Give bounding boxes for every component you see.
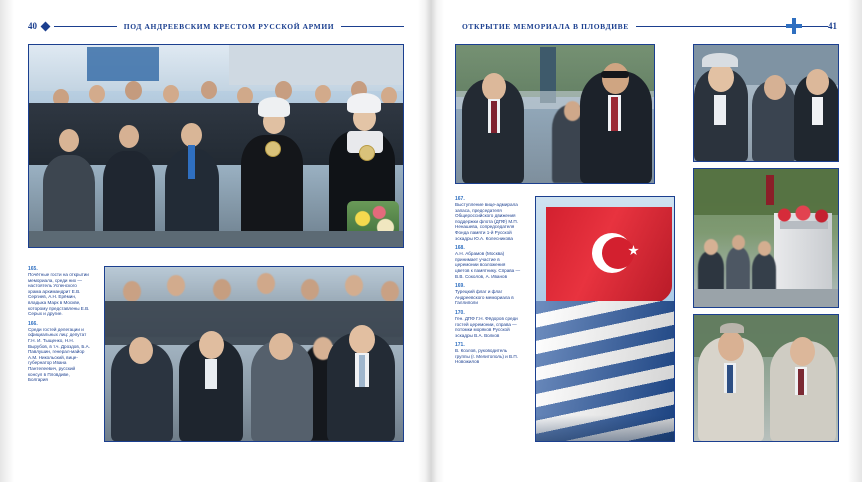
caption-text: В. Козлов, руководитель группы (г. Мелитополь) и В.П. Новожилов: [455, 348, 518, 365]
caption-number: 165.: [28, 266, 38, 272]
caption-number: 168.: [455, 245, 465, 252]
caption-number: 167.: [455, 196, 465, 202]
caption-number: 171.: [455, 342, 465, 349]
caption-text: А.Н. Абрамов (Москва) принимает участие в церемонии возложения цветов к памятнику. Справа — В.В. Соколов, А. Иванов: [455, 251, 521, 279]
left-caption-block: [28, 266, 90, 387]
caption-text: Среди гостей делегации и официальных лиц: депутат Г.Н. И. Тыщенко, Н.Н. Вырубов, в т.ч. Дроздов, Б.А. Павлушин, генерал-майор А.М. Никольский, вице-губернатор Ивана Пантелеевич, русский консул в Пловдиве, Болгария: [28, 326, 90, 383]
right-caption-block: [455, 196, 521, 369]
photo-group-portrait-three-men: [693, 44, 839, 162]
rule-right-b: [802, 26, 828, 27]
caption-item: [455, 196, 521, 241]
caption-item: [28, 266, 90, 317]
caption-number: 166.: [28, 320, 38, 327]
photo-clergy-and-officials-seated: [28, 44, 404, 248]
right-head-title: ОТКРЫТИЕ МЕМОРИАЛА В ПЛОВДИВЕ: [462, 21, 629, 31]
photo-audience-delegation: [104, 266, 404, 442]
andrew-cross-icon: [786, 18, 802, 34]
left-folio: 40: [28, 21, 37, 31]
rule-left-a: [54, 26, 117, 27]
caption-number: 170.: [455, 309, 465, 316]
right-folio: 41: [828, 21, 837, 31]
rule-right-a: [636, 26, 786, 27]
caption-item: [455, 310, 521, 338]
rule-left-b: [341, 26, 404, 27]
left-head-title: ПОД АНДРЕЕВСКИМ КРЕСТОМ РУССКОЙ АРМИИ: [123, 21, 335, 31]
caption-text: Турецкий флаг и флаг Андреевского мемориала в Галлиполи: [455, 289, 514, 306]
caption-text: Ген. ДПФ Г.Н. Фёдоров среди гостей церемонии, справа — потомки моряков Русской эскадры В.А. Волков: [455, 315, 518, 338]
photo-wreath-laying-at-monument: [693, 168, 839, 308]
right-page: [431, 0, 862, 482]
caption-item: [455, 245, 521, 279]
caption-text: Почётные гости на открытии мемориала, среди них — настоятель Успенского храма архимандрит Е.В. Сергиев, А.Н. Ерёмин, владыка Марк в Москве, которому представлены Е.В. Серых и другие.: [28, 272, 90, 317]
photo-two-veterans-portrait: [693, 314, 839, 442]
photo-turkish-and-crimean-flags: [535, 196, 675, 442]
caption-item: [28, 321, 90, 383]
photo-delegation-walking-in-park: [455, 44, 655, 184]
right-running-head: [455, 18, 837, 34]
left-running-head: [28, 18, 404, 34]
caption-item: [455, 342, 521, 365]
caption-item: [455, 283, 521, 306]
caption-text: Выступление вице-адмирала запаса, председателя Общероссийского движения поддержки флота (ДПФ) М.П. Ненашева, сопредседателя Фонда памяти 1-й Русской эскадры Ю.А. Колесникова: [455, 202, 519, 241]
diamond-ornament-left: [41, 21, 51, 31]
caption-number: 169.: [455, 283, 465, 290]
